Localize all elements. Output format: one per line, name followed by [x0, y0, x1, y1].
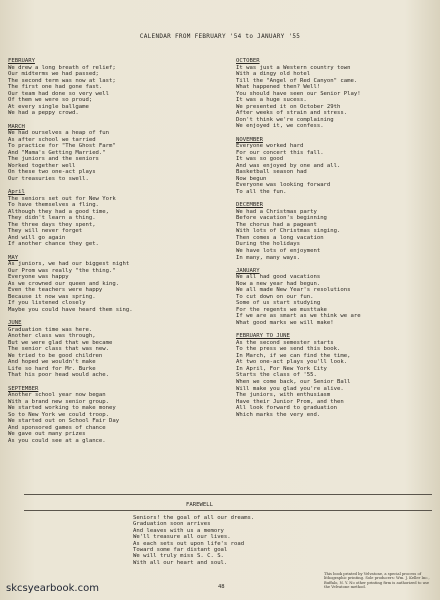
farewell-line: We will truly miss S. C. S.	[133, 553, 224, 560]
poem-line: We had a Christmas party	[236, 208, 317, 215]
farewell-line: And leaves with us a memory	[133, 527, 224, 534]
poem-line: We drew a long breath of relief;	[8, 64, 116, 71]
poem-line: If we are as smart as we think we are	[236, 313, 361, 320]
poem-line: What good marks we will make!	[236, 320, 334, 327]
calendar-section	[8, 320, 213, 379]
poem-line: Will make you glad you're alive.	[236, 385, 344, 392]
poem-line: In many, many ways.	[236, 254, 300, 261]
section-heading: JUNE	[8, 320, 22, 327]
calendar-section	[8, 386, 213, 445]
section-heading: MAY	[8, 254, 19, 261]
poem-line: Some of us start studying	[236, 300, 321, 307]
poem-line: Life so hard for Mr. Burke	[8, 365, 96, 372]
poem-line: It was so good	[236, 156, 284, 163]
farewell-line: Seniors! the goal of all our dreams.	[133, 515, 255, 521]
poem-line: Everyone was happy	[8, 274, 69, 281]
poem-line: Our Prom was really "the thing."	[8, 267, 116, 274]
poem-line: Now a new year had begun.	[236, 280, 321, 287]
poem-line: The three days they spent,	[8, 221, 96, 228]
calendar-section	[236, 268, 436, 327]
poem-line: To have themselves a fling.	[8, 202, 99, 209]
poem-line: Another class was through,	[8, 333, 96, 340]
farewell-line: As each sets out upon life's road	[133, 540, 245, 547]
poem-line: We had a peppy crowd.	[8, 110, 79, 117]
poem-line: The seniors set out for New York	[8, 195, 116, 202]
poem-line: So to New York we could troop.	[8, 411, 110, 418]
poem-line: We presented it on October 29th	[236, 103, 341, 110]
section-heading: FEBRUARY	[8, 58, 35, 64]
poem-line: Everyone worked hard	[236, 143, 304, 150]
left-column	[8, 58, 213, 451]
poem-line: You should have seen our Senior Play!	[236, 90, 361, 97]
poem-line: Graduation time was here.	[8, 326, 93, 333]
calendar-section	[236, 137, 436, 196]
poem-line: We tried to be good children	[8, 352, 103, 359]
poem-line: Although they had a good time,	[8, 208, 110, 215]
section-heading: NOVEMBER	[236, 136, 263, 143]
poem-line: If another chance they get.	[8, 241, 99, 248]
poem-line: Our team had done so very well	[8, 90, 110, 97]
poem-line: And sponsored games of chance	[8, 424, 106, 431]
section-heading: DECEMBER	[236, 202, 263, 209]
poem-line: Which marks the very end.	[236, 411, 321, 418]
poem-line: To practice for "The Ghost Farm"	[8, 143, 116, 150]
poem-line: Have their Junior Prom, and then	[236, 398, 344, 405]
poem-line: During the holidays	[236, 241, 300, 248]
poem-line: And was enjoyed by one and all.	[236, 162, 341, 169]
calendar-section	[8, 255, 213, 314]
section-heading: MARCH	[8, 123, 25, 130]
poem-line: Worked together well	[8, 162, 76, 169]
calendar-section	[236, 202, 436, 261]
poem-line: In April, For New York City	[236, 365, 327, 372]
poem-line: Till the "Angel of Red Canyon" came.	[236, 77, 358, 84]
poem-line: Before vacation's beginning	[236, 215, 327, 222]
calendar-section	[236, 333, 436, 418]
farewell-line: With all our heart and soul.	[133, 559, 228, 566]
poem-line: In March, if we can find the time,	[236, 352, 351, 359]
calendar-section	[8, 124, 213, 183]
poem-line: If you listened closely	[8, 300, 86, 307]
poem-line: What happened then? Well!	[236, 84, 321, 91]
poem-line: All look forward to graduation	[236, 405, 338, 412]
right-column	[236, 58, 436, 425]
poem-line: After weeks of strain and stress.	[236, 110, 348, 117]
poem-line: It was just a Western country town	[236, 64, 351, 71]
poem-line: Our midterms we had passed;	[8, 71, 99, 78]
poem-line: As juniors, we had our biggest night	[8, 261, 130, 268]
poem-line: With a brand new senior group.	[8, 398, 110, 405]
poem-line: For the regents we musttake	[236, 306, 327, 313]
poem-line: For our concert this fall.	[236, 149, 324, 156]
poem-line: But we were glad that we became	[8, 339, 113, 346]
page-number: 48	[218, 584, 225, 590]
poem-line: The second term was now at last;	[8, 77, 116, 84]
poem-line: At two one-act plays you'll look.	[236, 359, 348, 366]
poem-line: The chorus had a pageant	[236, 221, 317, 228]
calendar-section	[236, 58, 436, 130]
poem-line: As we crowned our queen and king.	[8, 280, 120, 287]
poem-line: They will never forget	[8, 228, 83, 235]
poem-line: Even the teachers were happy	[8, 287, 103, 294]
poem-line: The juniors, with enthusiasm	[236, 392, 331, 399]
farewell-line: Toward some far distant goal	[133, 547, 228, 554]
poem-line: We have lots of enjoyment	[236, 247, 321, 254]
farewell-heading-rule	[24, 510, 432, 511]
section-heading: April	[8, 189, 25, 196]
poem-line: Maybe you could have heard them sing.	[8, 306, 133, 313]
poem-line: The juniors and the seniors	[8, 156, 99, 163]
section-heading: JANUARY	[236, 267, 260, 274]
printer-imprint: This book printed by Velvatone, a special process of lithographic printing. Sole producers: Wm. J. Keller Inc., Buffalo, N. Y. No other printing firm is authorized to use the Velvatone method.	[324, 572, 430, 590]
poem-line: On these two one-act plays	[8, 169, 96, 176]
poem-line: With a dingy old hotel	[236, 71, 311, 78]
poem-line: At every single ballgame	[8, 103, 89, 110]
poem-line: They didn't learn a thing.	[8, 215, 96, 222]
farewell-top-rule	[24, 494, 432, 495]
poem-line: We enjoyed it, we confess.	[236, 123, 324, 130]
farewell-poem	[133, 515, 254, 566]
farewell-heading: FAREWELL	[186, 502, 213, 508]
poem-line: And "Mama's Getting Married."	[8, 149, 106, 156]
poem-line: To all the fun.	[236, 188, 287, 195]
poem-line: As you could see at a glance.	[8, 437, 106, 444]
poem-line: And will go again	[8, 234, 66, 241]
poem-line: We all had good vacations	[236, 274, 321, 281]
calendar-section	[8, 189, 213, 248]
section-heading: FEBRUARY TO JUNE	[236, 333, 290, 340]
poem-line: With lots of Christmas singing.	[236, 228, 341, 235]
poem-line: As after school we tarried	[8, 136, 96, 143]
poem-line: The senior class that was new.	[8, 346, 110, 353]
page-title: CALENDAR FROM FEBRUARY '54 to JANUARY '55	[139, 33, 301, 40]
poem-line: We gave out many prizes	[8, 431, 86, 438]
poem-line: It was a huge sucess.	[236, 97, 307, 104]
poem-line: Basketball season had	[236, 169, 307, 176]
poem-line: Another school year now began	[8, 392, 106, 399]
farewell-line: We'll treasure all our lives.	[133, 534, 231, 541]
poem-line: And hoped we wouldn't make	[8, 359, 96, 366]
poem-line: We all made New Year's resolutions	[236, 287, 351, 294]
poem-line: That his poor head would ache.	[8, 372, 110, 379]
poem-line: Everyone was looking forward	[236, 182, 331, 189]
poem-line: When we come back, our Senior Ball	[236, 378, 351, 385]
calendar-section	[8, 58, 213, 117]
section-heading: SEPTEMBER	[8, 385, 39, 392]
poem-line: We started working to make money	[8, 405, 116, 412]
poem-line: The first one had gone fast.	[8, 84, 103, 91]
poem-line: We started out on School Fair Day	[8, 418, 120, 425]
poem-line: Starts the class of '55.	[236, 372, 317, 379]
poem-line: To the press we send this book.	[236, 346, 341, 353]
poem-line: Now begun	[236, 175, 267, 182]
section-heading: OCTOBER	[236, 58, 260, 64]
poem-line: We had ourselves a heap of fun	[8, 130, 110, 137]
poem-line: Then comes a long vacation	[236, 234, 324, 241]
site-watermark: skcsyearbook.com	[6, 583, 99, 594]
poem-line: To cut down on our fun.	[236, 293, 314, 300]
farewell-line: Graduation soon arrives	[133, 521, 211, 528]
poem-line: As the second semester starts	[236, 339, 334, 346]
poem-line: Of them we were so proud;	[8, 97, 93, 104]
poem-line: Because it now was spring.	[8, 293, 96, 300]
poem-line: Don't think we're complaining	[236, 116, 334, 123]
poem-line: Our treasuries to swell.	[8, 175, 89, 182]
